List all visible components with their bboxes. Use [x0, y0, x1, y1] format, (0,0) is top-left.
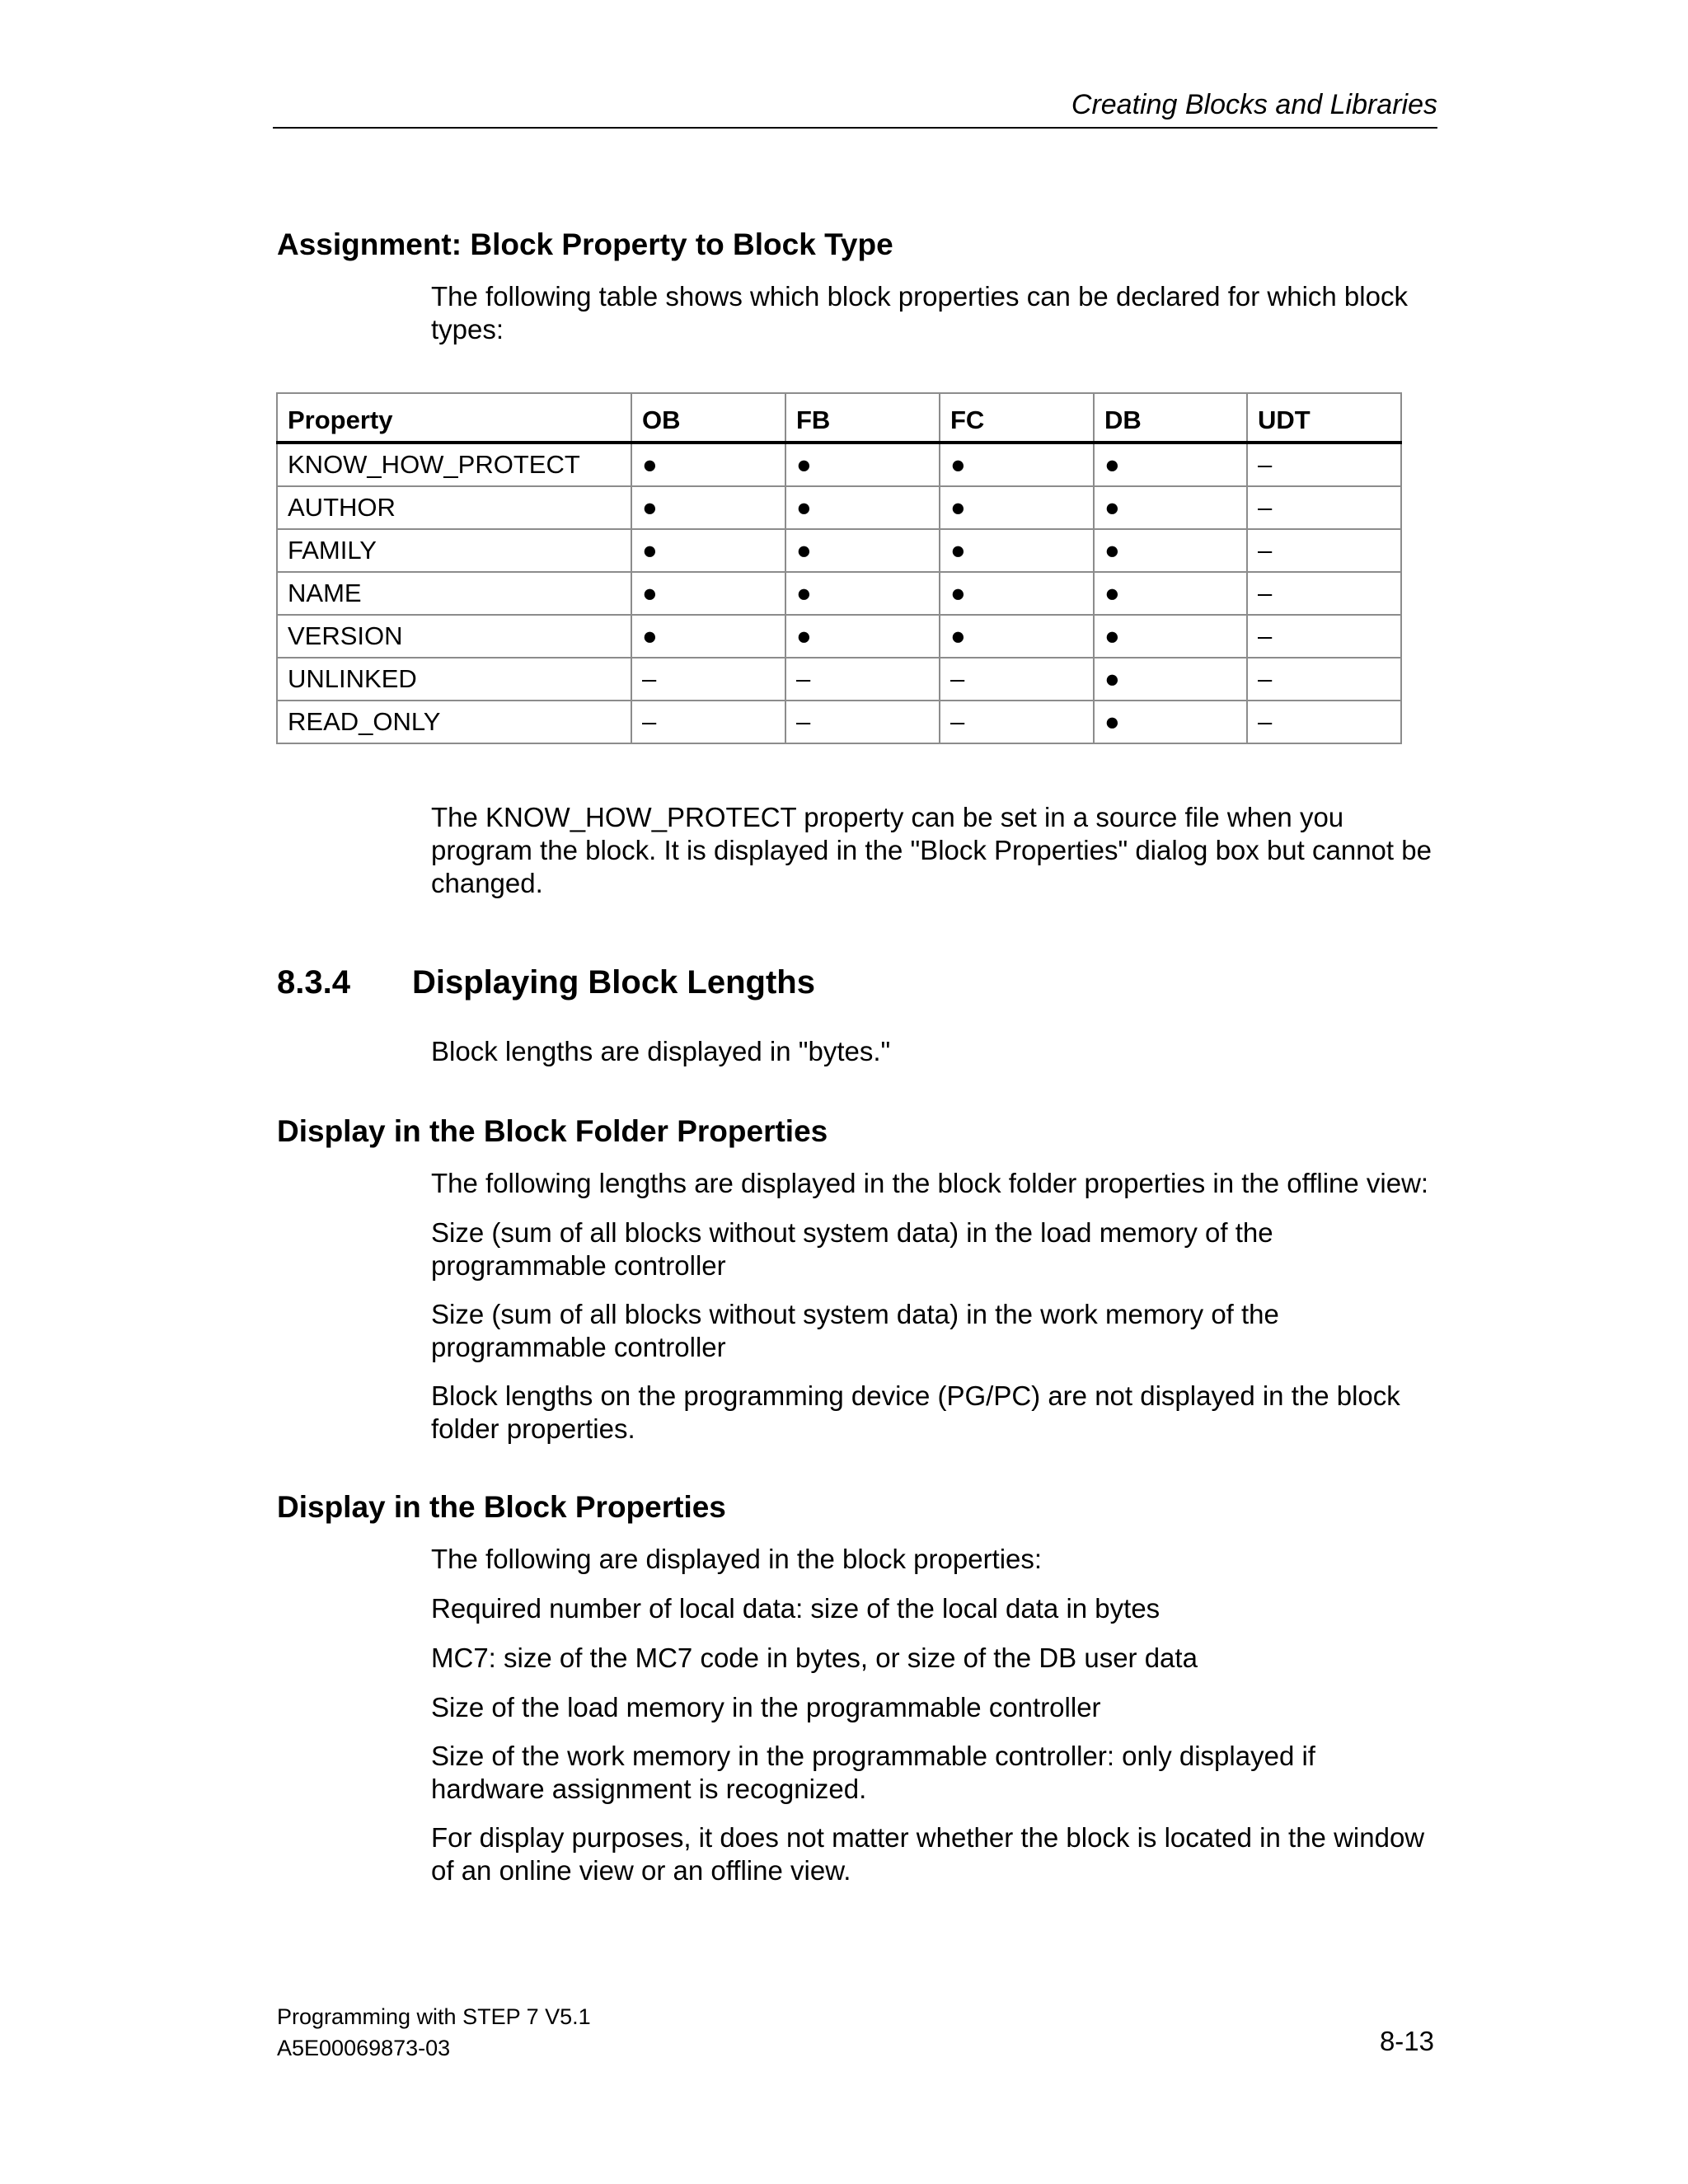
table-cell: ● [1094, 529, 1247, 572]
table-cell: – [631, 658, 785, 701]
table-cell: – [940, 658, 1094, 701]
assignment-intro: The following table shows which block properties can be declared for which block types: [431, 281, 1408, 344]
table-cell: – [631, 701, 785, 743]
table-cell: ● [1094, 572, 1247, 615]
block-properties-paragraph: The following are displayed in the block properties: [431, 1544, 1043, 1574]
table-cell: ● [631, 443, 785, 486]
table-cell: – [785, 658, 940, 701]
table-cell: NAME [277, 572, 631, 615]
table-cell: – [1247, 701, 1401, 743]
running-header: Creating Blocks and Libraries [1071, 89, 1437, 120]
table-cell: ● [785, 572, 940, 615]
column-header: UDT [1247, 393, 1401, 443]
table-row [277, 658, 1401, 701]
column-header: FC [940, 393, 1094, 443]
column-header: FB [785, 393, 940, 443]
table-cell: ● [1094, 486, 1247, 529]
table-cell: ● [785, 443, 940, 486]
folder-properties-paragraph: Size (sum of all blocks without system data) in the work memory of the programmable controller [431, 1299, 1279, 1362]
table-row [277, 572, 1401, 615]
column-header: DB [1094, 393, 1247, 443]
table-cell: AUTHOR [277, 486, 631, 529]
block-lengths-intro: Block lengths are displayed in "bytes." [431, 1036, 891, 1066]
footer-document-info [277, 2001, 591, 2064]
table-row [277, 529, 1401, 572]
table-cell: ● [940, 486, 1094, 529]
table-row [277, 701, 1401, 743]
table-cell: ● [785, 529, 940, 572]
property-table [276, 392, 1402, 744]
table-header-row [277, 393, 1401, 443]
know-how-protect-note: The KNOW_HOW_PROTECT property can be set in a source file when you program the block. It is displayed in the "Block Properties" dialog box but cannot be changed. [431, 802, 1432, 898]
table-cell: – [1247, 572, 1401, 615]
table-cell: ● [1094, 658, 1247, 701]
table-cell: ● [940, 529, 1094, 572]
footer-title: Programming with STEP 7 V5.1 [277, 2004, 591, 2029]
table-row [277, 615, 1401, 658]
folder-properties-paragraph: The following lengths are displayed in the block folder properties in the offline view: [431, 1168, 1429, 1198]
folder-properties-paragraph: Size (sum of all blocks without system data) in the load memory of the programmable controller [431, 1217, 1273, 1281]
section-title: Displaying Block Lengths [412, 964, 815, 1001]
table-cell: – [940, 701, 1094, 743]
block-properties-paragraph: MC7: size of the MC7 code in bytes, or size of the DB user data [431, 1643, 1198, 1673]
table-cell: ● [1094, 443, 1247, 486]
folder-properties-heading: Display in the Block Folder Properties [277, 1114, 828, 1148]
table-cell: ● [940, 443, 1094, 486]
table-cell: VERSION [277, 615, 631, 658]
assignment-heading: Assignment: Block Property to Block Type [277, 227, 893, 261]
table-cell: – [1247, 529, 1401, 572]
table-cell: – [1247, 486, 1401, 529]
table-cell: – [1247, 615, 1401, 658]
table-cell: – [1247, 443, 1401, 486]
page-number: 8-13 [1379, 2026, 1434, 2056]
table-cell: UNLINKED [277, 658, 631, 701]
section-number: 8.3.4 [277, 964, 350, 1001]
table-cell: READ_ONLY [277, 701, 631, 743]
table-row [277, 443, 1401, 486]
table-cell: ● [1094, 615, 1247, 658]
block-properties-paragraph: Size of the work memory in the programmable controller: only displayed if hardware assignment is recognized. [431, 1741, 1315, 1804]
table-cell: FAMILY [277, 529, 631, 572]
table-cell: ● [785, 486, 940, 529]
table-cell: – [785, 701, 940, 743]
table-cell: ● [631, 615, 785, 658]
block-properties-paragraph: Size of the load memory in the programmable controller [431, 1692, 1101, 1722]
table-cell: KNOW_HOW_PROTECT [277, 443, 631, 486]
footer-order-number: A5E00069873-03 [277, 2036, 451, 2060]
table-cell: ● [631, 572, 785, 615]
block-properties-paragraph: Required number of local data: size of the local data in bytes [431, 1593, 1160, 1624]
table-cell: – [1247, 658, 1401, 701]
folder-properties-paragraph: Block lengths on the programming device (PG/PC) are not displayed in the block folder properties. [431, 1380, 1400, 1444]
block-properties-paragraph: For display purposes, it does not matter whether the block is located in the window of an online view or an offline view. [431, 1822, 1425, 1886]
block-properties-heading: Display in the Block Properties [277, 1490, 726, 1524]
table-cell: ● [1094, 701, 1247, 743]
table-cell: ● [940, 615, 1094, 658]
column-header: OB [631, 393, 785, 443]
table-cell: ● [631, 529, 785, 572]
table-cell: ● [785, 615, 940, 658]
table-row [277, 486, 1401, 529]
column-header: Property [277, 393, 631, 443]
table-cell: ● [631, 486, 785, 529]
table-cell: ● [940, 572, 1094, 615]
header-rule [273, 127, 1437, 129]
